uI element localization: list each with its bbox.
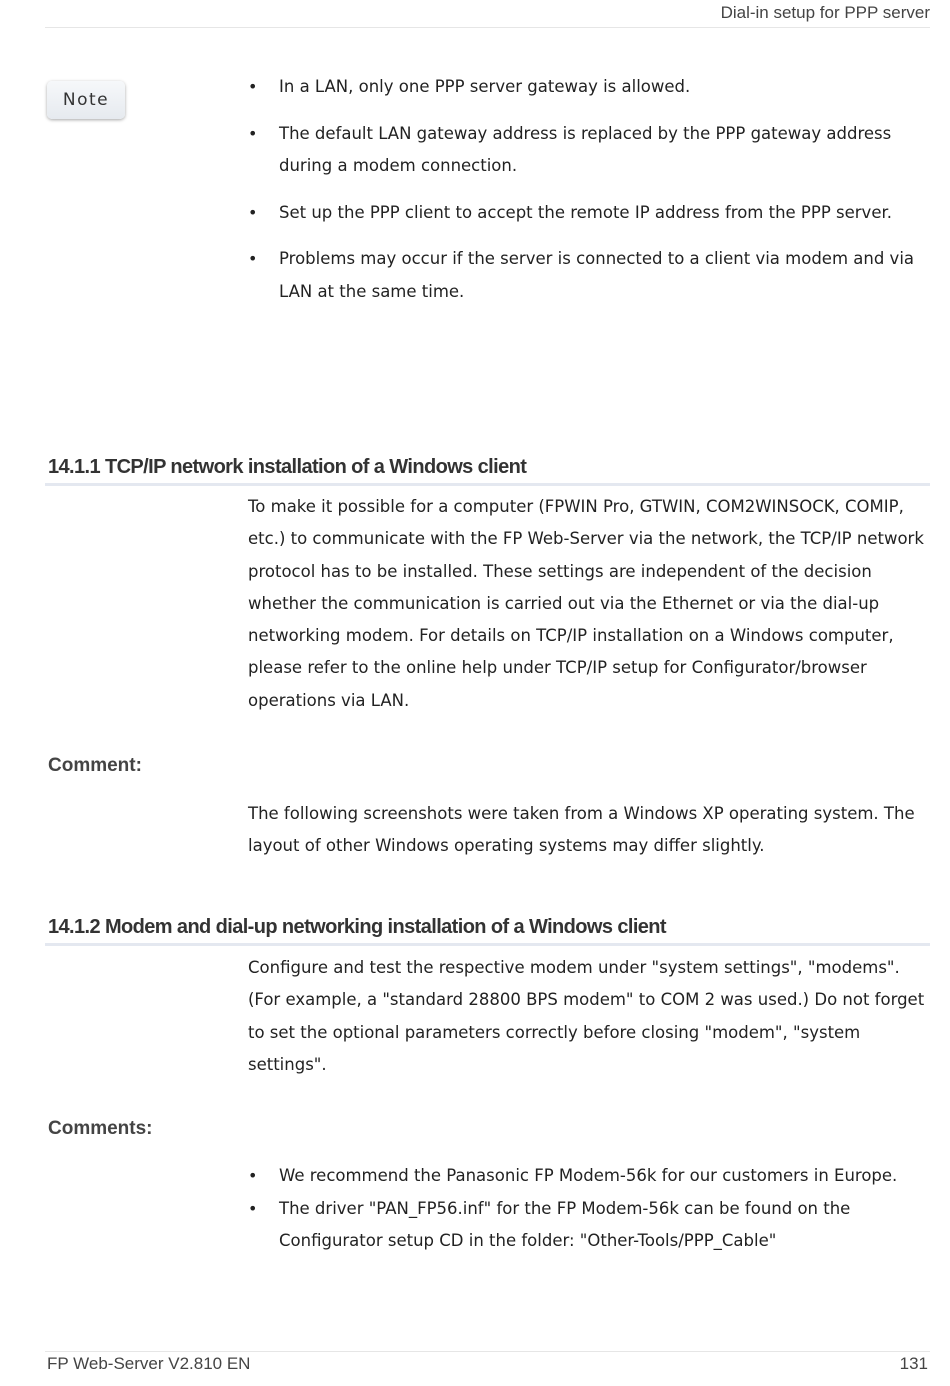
header-title: Dial-in setup for PPP server (720, 3, 930, 22)
list-item: • The default LAN gateway address is replaced by the PPP gateway address during a modem connection. (248, 118, 928, 183)
list-item: • Set up the PPP client to accept the remote IP address from the PPP server. (248, 197, 928, 230)
section-heading-modem: 14.1.2 Modem and dial-up networking installation of a Windows client (45, 916, 930, 946)
note-list (248, 71, 928, 322)
list-item: • The driver "PAN_FP56.inf" for the FP Modem-56k can be found on the Configurator setup CD in the folder: "Other-Tools/PPP_Cable" (248, 1193, 928, 1258)
page-footer (45, 1351, 930, 1382)
page-header (45, 0, 930, 28)
section-heading-tcpip: 14.1.1 TCP/IP network installation of a Windows client (45, 456, 930, 486)
footer-product: FP Web-Server V2.810 EN (47, 1354, 251, 1373)
list-item: • Problems may occur if the server is connected to a client via modem and via LAN at the same time. (248, 243, 928, 308)
comment-paragraph: The following screenshots were taken from a Windows XP operating system. The layout of other Windows operating systems may differ slightly. (248, 804, 915, 856)
modem-paragraph: Configure and test the respective modem under "system settings", "modems". (For example, a "standard 28800 BPS modem" to COM 2 was used.) Do not forget to set the optional parameters correctly before closing "modem", "system settings". (248, 958, 925, 1074)
tcpip-paragraph: To make it possible for a computer (FPWIN Pro, GTWIN, COM2WINSOCK, COMIP, etc.) to communicate with the FP Web-Server via the network, the TCP/IP network protocol has to be installed. These settings are independent of the decision whether the communication is carried out via the Ethernet or via the dial-up networking modem. For details on TCP/IP installation on a Windows computer, please refer to the online help under TCP/IP setup for Configurator/browser operations via LAN. (248, 497, 924, 710)
list-item: • In a LAN, only one PPP server gateway is allowed. (248, 71, 928, 104)
page-number: 131 (899, 1354, 928, 1373)
comments-label: Comments: (48, 1118, 153, 1139)
comment-label: Comment: (48, 755, 142, 776)
list-item: • We recommend the Panasonic FP Modem-56k for our customers in Europe. (248, 1160, 928, 1193)
note-badge: Note (47, 81, 125, 119)
comments-list (248, 1160, 928, 1258)
